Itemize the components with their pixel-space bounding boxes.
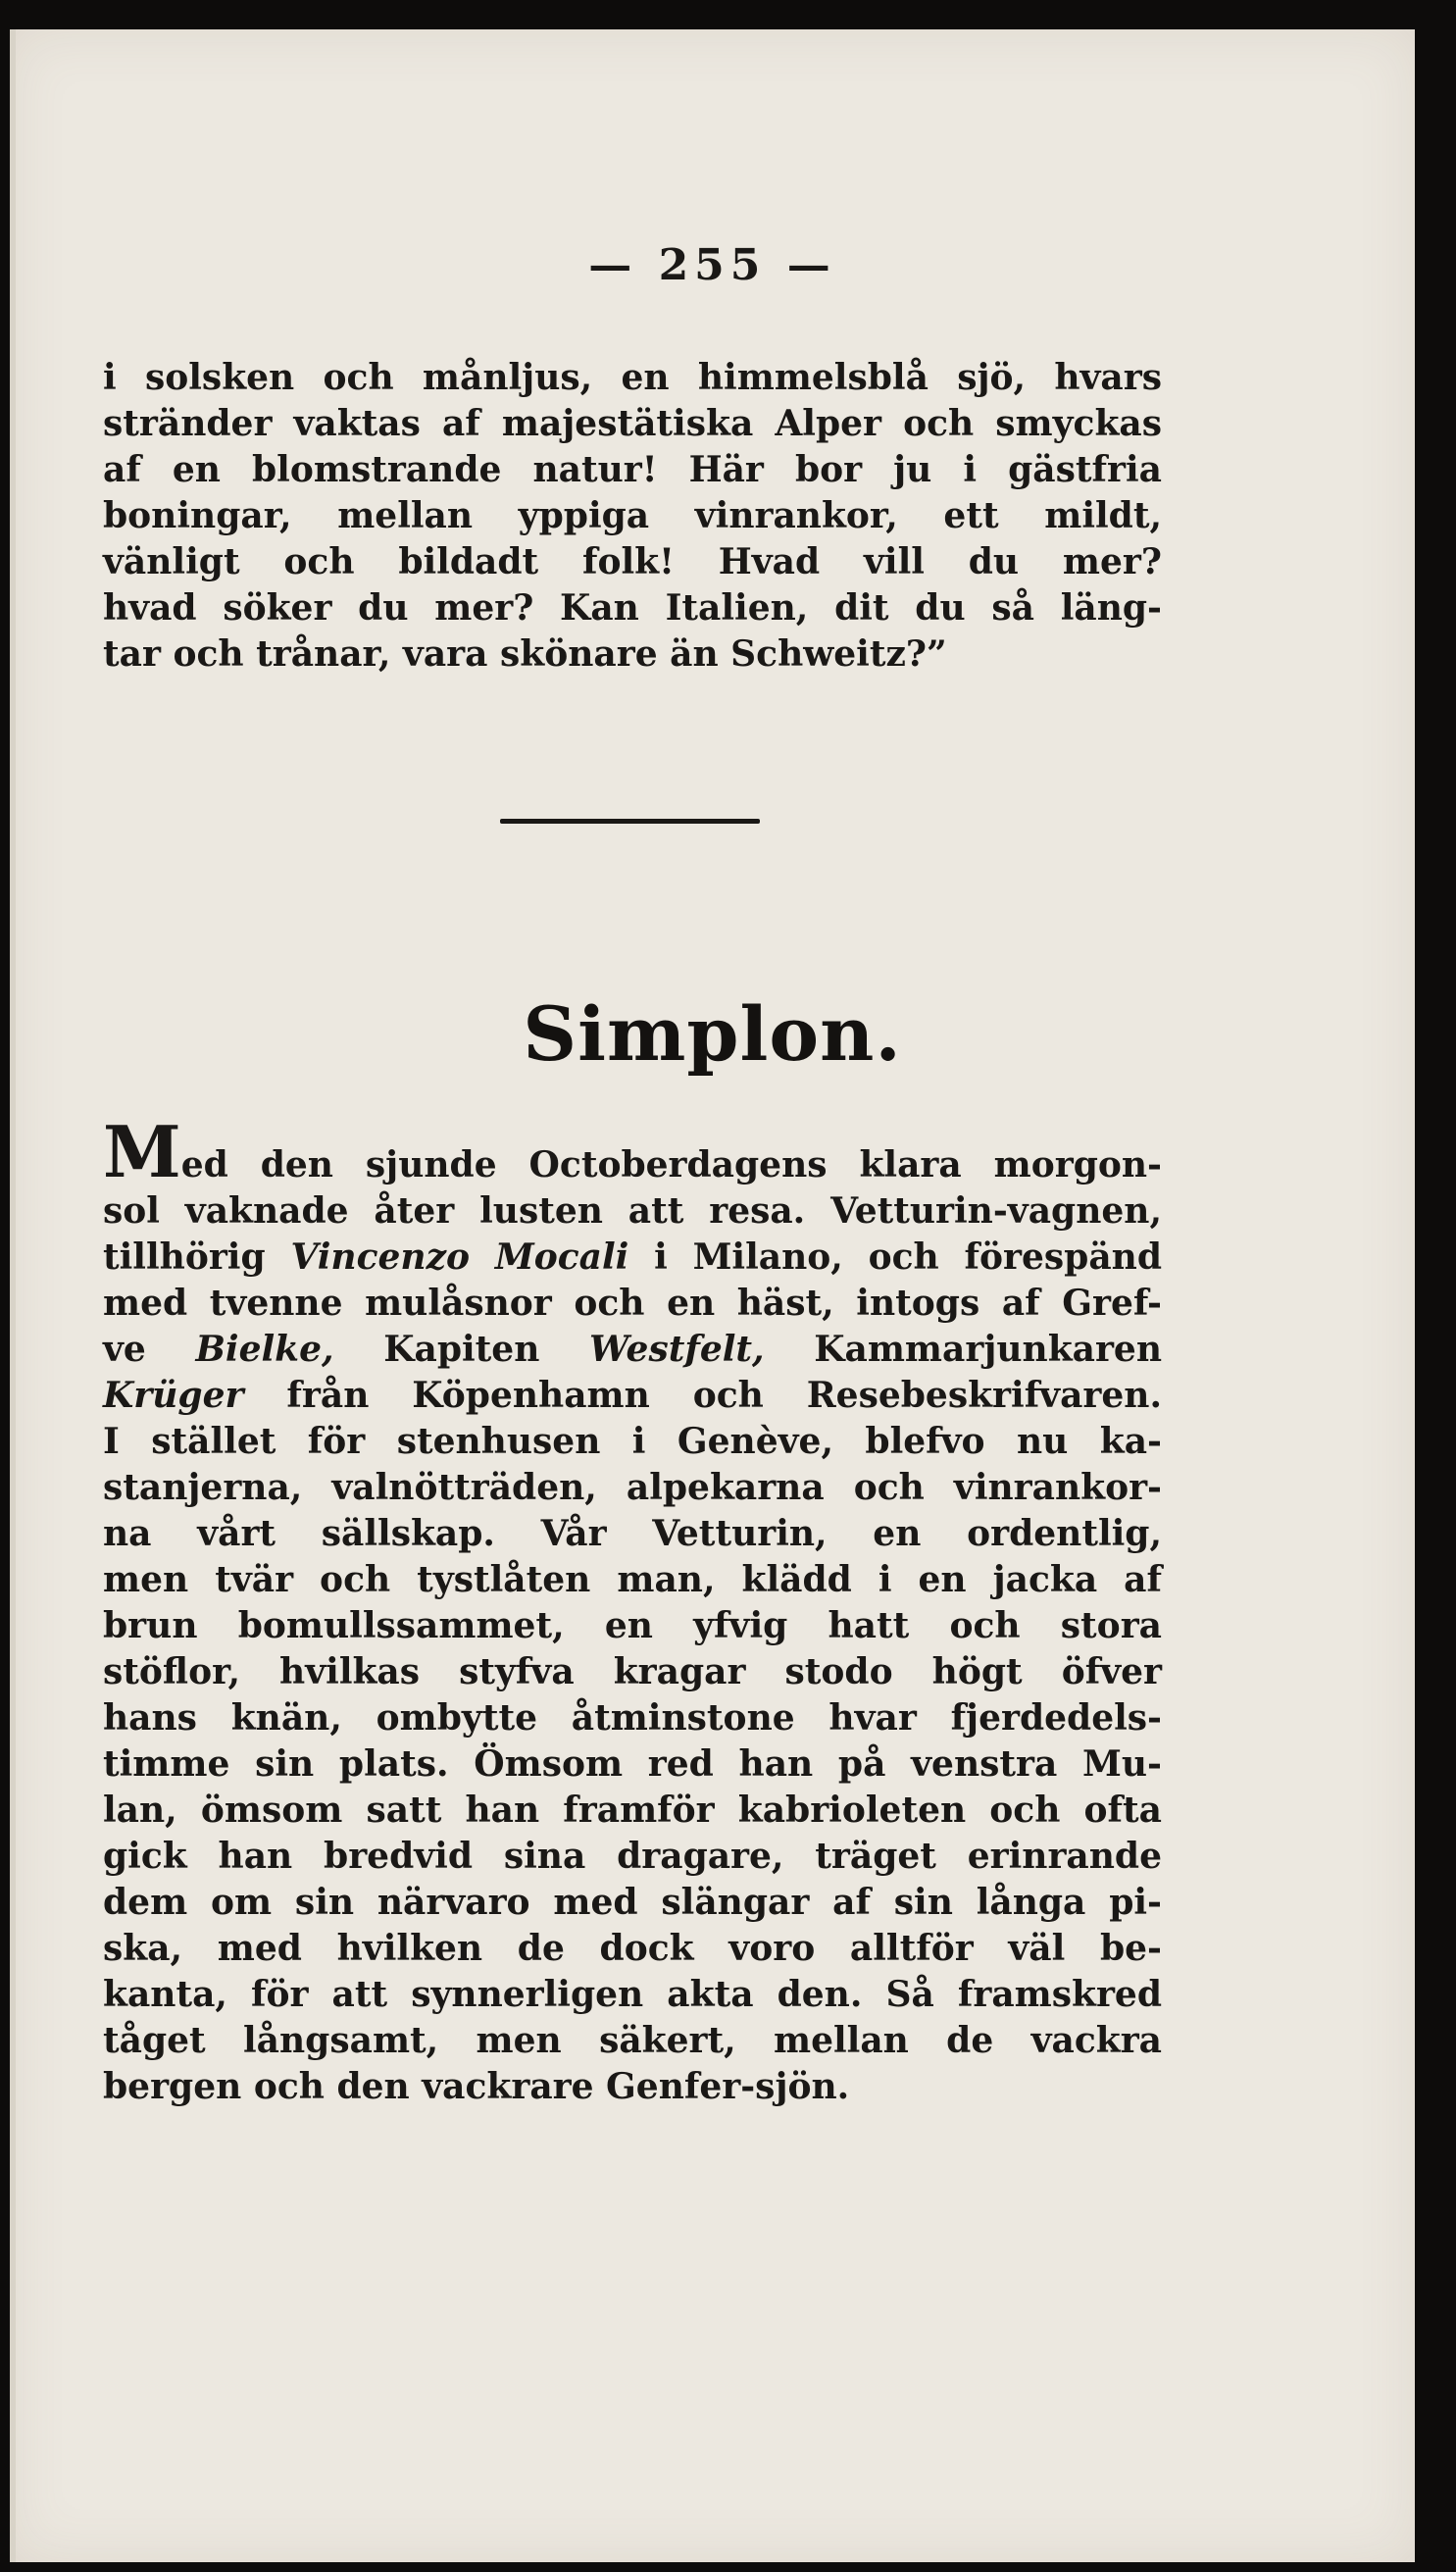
- text-fragment: Kapiten: [333, 1329, 590, 1370]
- body-paragraph: [103, 1110, 1163, 2110]
- page-number: — 255 —: [588, 240, 836, 290]
- text-line: i solsken och månljus, en himmelsblå sjö, hvars: [103, 357, 1162, 398]
- drop-cap: M: [103, 1110, 181, 1193]
- text-line: tåget långsamt, men säkert, mellan de vackra: [103, 2020, 1162, 2061]
- text-line: stränder vaktas af majestätiska Alper och smyckas: [103, 403, 1162, 444]
- text-line: stöflor, hvilkas styfva kragar stodo högt öfver: [103, 1651, 1162, 1692]
- text-line: kanta, för att synnerligen akta den. Så framskred: [103, 1974, 1162, 2015]
- page-edge: [10, 29, 16, 2562]
- person-name: Westfelt,: [589, 1329, 765, 1370]
- text-line: med tvenne mulåsnor och en häst, intogs af Gref-: [103, 1283, 1162, 1324]
- quote-paragraph: [103, 355, 1162, 678]
- text-line: dem om sin närvaro med slängar af sin långa pi-: [103, 1882, 1162, 1923]
- text-fragment: från Köpenhamn och Resebeskrifvaren.: [243, 1375, 1162, 1416]
- text-line: [103, 1327, 1162, 1373]
- person-name: Bielke,: [195, 1329, 334, 1370]
- text-line: [103, 1110, 1162, 1193]
- text-line: hvad söker du mer? Kan Italien, dit du så läng-: [103, 587, 1162, 629]
- text-line: men tvär och tystlåten man, klädd i en jacka af: [103, 1559, 1162, 1600]
- text-line: hans knän, ombytte åtminstone hvar fjerdedels-: [103, 1697, 1162, 1739]
- text-fragment: ed den sjunde Octoberdagens klara morgon-: [180, 1144, 1162, 1185]
- text-fragment: ve: [103, 1329, 196, 1370]
- person-name: Vincenzo Mocali: [290, 1236, 629, 1278]
- text-line: tar och trånar, vara skönare än Schweitz?”: [103, 633, 947, 675]
- text-line: I stället för stenhusen i Genève, blefvo nu ka-: [103, 1421, 1162, 1462]
- text-line: sol vaknade åter lusten att resa. Vetturin-vagnen,: [103, 1190, 1162, 1232]
- person-name: Krüger: [103, 1375, 244, 1416]
- text-line: ska, med hvilken de dock voro alltför väl be-: [103, 1928, 1162, 1969]
- text-line: brun bomullssammet, en yfvig hatt och stora: [103, 1605, 1162, 1646]
- text-line: af en blomstrande natur! Här bor ju i gästfria: [103, 449, 1162, 490]
- section-title: Simplon.: [523, 990, 902, 1078]
- text-line: boningar, mellan yppiga vinrankor, ett mildt,: [103, 495, 1162, 536]
- text-line: [103, 1373, 1162, 1419]
- section-divider: [500, 819, 760, 824]
- text-line: lan, ömsom satt han framför kabrioleten och ofta: [103, 1790, 1162, 1831]
- text-line: timme sin plats. Ömsom red han på venstra Mu-: [103, 1743, 1162, 1785]
- text-line: stanjerna, valnötträden, alpekarna och vinrankor-: [103, 1467, 1162, 1508]
- text-line: na vårt sällskap. Vår Vetturin, en ordentlig,: [103, 1513, 1162, 1554]
- text-line: [103, 1235, 1162, 1281]
- text-line: gick han bredvid sina dragare, träget erinrande: [103, 1836, 1162, 1877]
- text-fragment: tillhörig: [103, 1236, 291, 1278]
- book-page: [10, 29, 1415, 2562]
- text-fragment: Kammarjunkaren: [764, 1329, 1163, 1370]
- text-line: bergen och den vackrare Genfer-sjön.: [103, 2066, 850, 2107]
- text-fragment: i Milano, och förespänd: [628, 1236, 1162, 1278]
- text-line: vänligt och bildadt folk! Hvad vill du mer?: [103, 541, 1162, 582]
